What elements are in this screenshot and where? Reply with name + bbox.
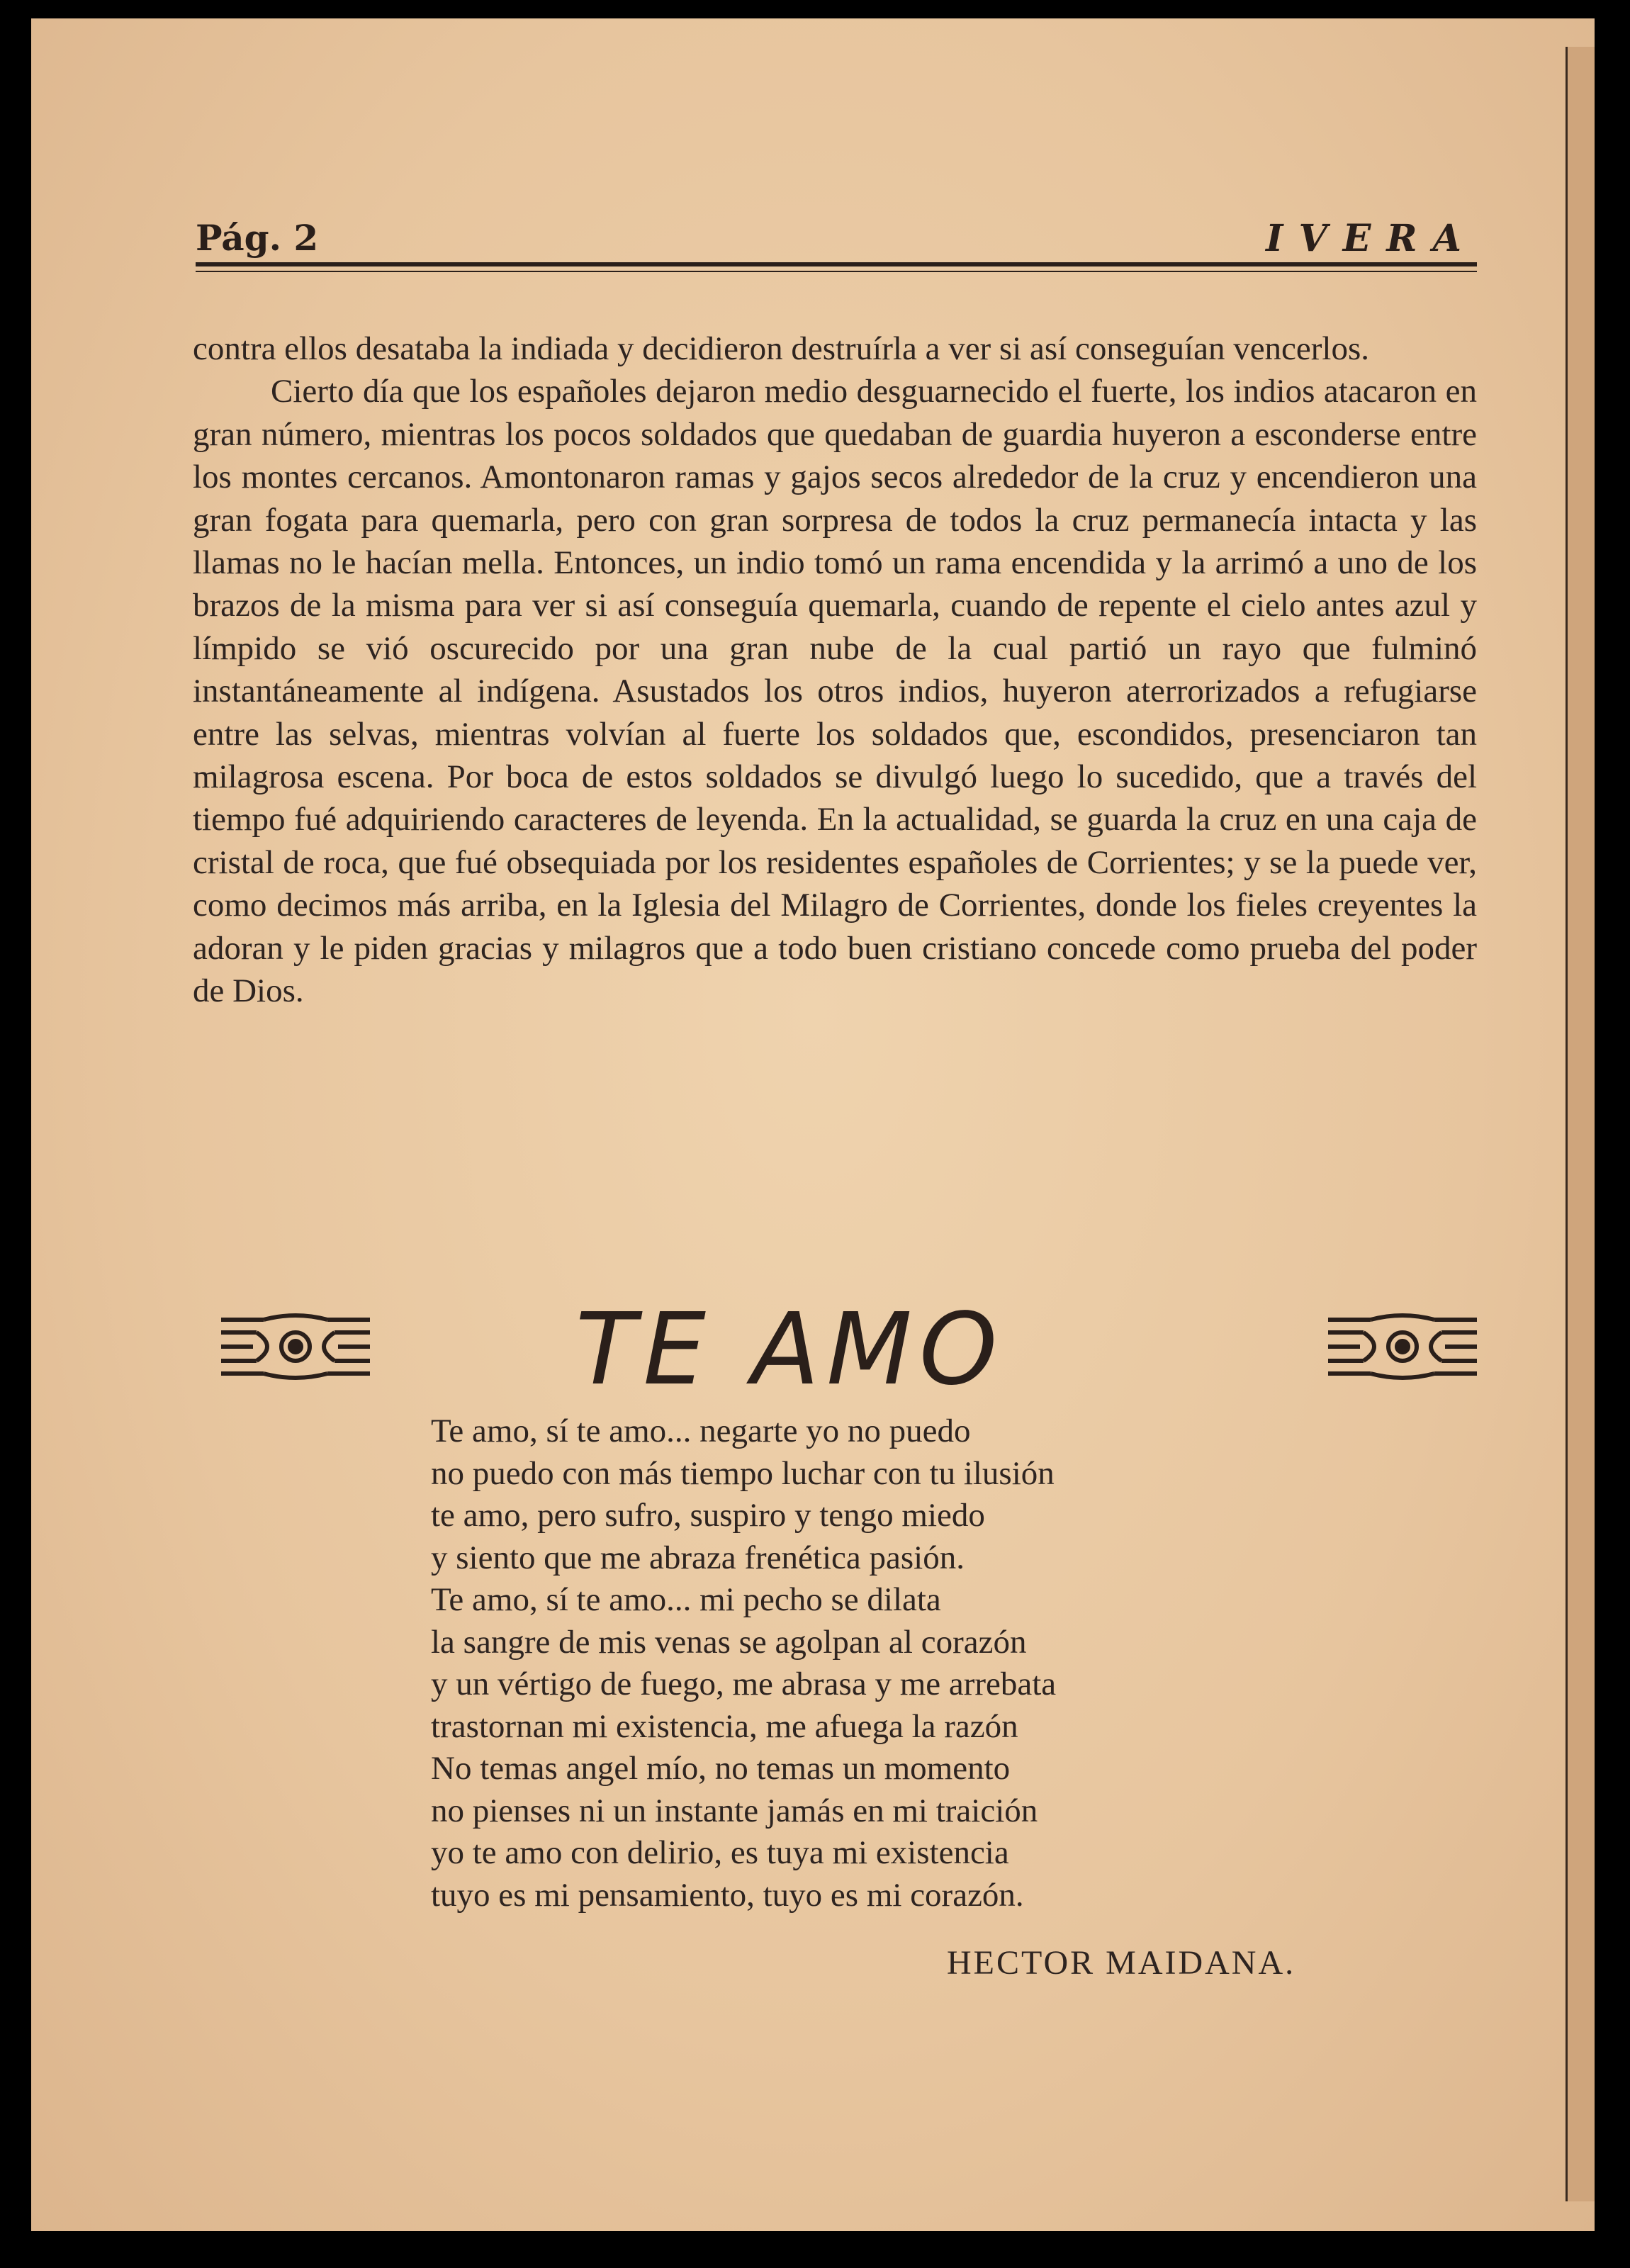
- poem-line: Te amo, sí te amo... mi pecho se dilata: [431, 1581, 941, 1618]
- poem-line: y un vértigo de fuego, me abrasa y me arrebata: [431, 1666, 1057, 1702]
- poem-line: no puedo con más tiempo luchar con tu ilusión: [431, 1454, 1055, 1492]
- poem-line: no pienses ni un instante jamás en mi traición: [431, 1792, 1038, 1829]
- poem-line: yo te amo con delirio, es tuya mi existencia: [431, 1834, 1009, 1871]
- poem-line: te amo, pero sufro, suspiro y tengo miedo: [431, 1497, 985, 1534]
- poem-title-row: [193, 1290, 1477, 1410]
- poem-body: [431, 1410, 1352, 1916]
- article-body: [193, 327, 1477, 1013]
- article-paragraph: contra ellos desataba la indiada y decidieron destruírla a ver si así conseguían vencerlos.: [193, 330, 1370, 367]
- header-rule-thin: [196, 271, 1477, 272]
- header-rule: [196, 262, 1477, 266]
- page-header: [196, 213, 1477, 269]
- ornament-icon: [1328, 1311, 1477, 1382]
- poem-line: Te amo, sí te amo... negarte yo no puedo: [431, 1413, 971, 1449]
- magazine-title: IVERA: [1266, 217, 1477, 260]
- poem-title: TE AMO: [575, 1292, 1005, 1408]
- article-paragraph: Cierto día que los españoles dejaron medio desguarnecido el fuerte, los indios atacaron en gran número, mientras los pocos soldados que quedaban de guardia huyeron a esconderse entre los montes cercanos. Amontonaron ramas y gajos secos alrededor de la cruz y encendieron una gran fogata para quemarla, pero con gran sorpresa de todos la cruz permanecía intacta y las llamas no le hacían mella. Entonces, un indio tomó un rama encendida y la arrimó a uno de los brazos de la misma para ver si así conseguía quemarla, cuando de repente el cielo antes azul y límpido se vió oscurecido por una gran nube de la cual partió un rayo que fulminó instantáneamente al indígena. Asustados los otros indios, huyeron aterrorizados a refugiarse entre las selvas, mientras volvían al fuerte los soldados que, escondidos, presenciaron tan milagrosa escena. Por boca de estos soldados se divulgó luego lo sucedido, que a través del tiempo fué adquiriendo caracteres de leyenda. En la actualidad, se guarda la cruz en una caja de cristal de roca, que fué obsequiada por los residentes españoles de Corrientes; y se la puede ver, como decimos más arriba, en la Iglesia del Milagro de Corrientes, donde los fieles creyentes la adoran y le piden gracias y milagros que a todo buen cristiano concede como prueba del poder de Dios.: [193, 373, 1477, 1010]
- poem-line: No temas angel mío, no temas un momento: [431, 1750, 1011, 1787]
- page-edge: [1566, 47, 1595, 2201]
- poem-line: y siento que me abraza frenética pasión.: [431, 1539, 965, 1576]
- ornament-icon: [221, 1311, 370, 1382]
- poem-line: trastornan mi existencia, me afuega la razón: [431, 1707, 1018, 1745]
- poem-line: la sangre de mis venas se agolpan al corazón: [431, 1623, 1027, 1661]
- page-number: Pág. 2: [196, 217, 319, 259]
- poem-line: tuyo es mi pensamiento, tuyo es mi corazón.: [431, 1876, 1024, 1914]
- poem-author: HECTOR MAIDANA.: [947, 1944, 1296, 1982]
